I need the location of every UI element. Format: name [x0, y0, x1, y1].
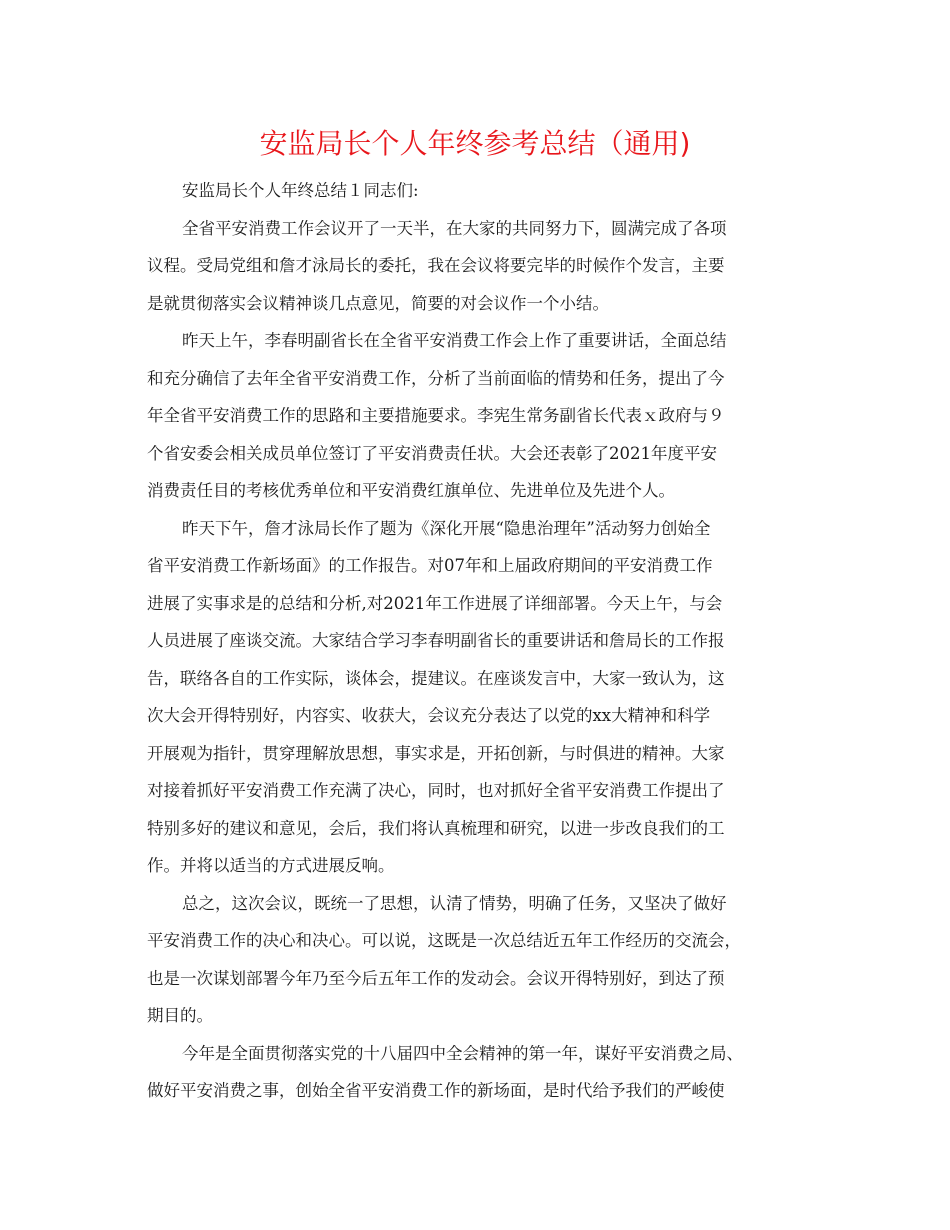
text-line: 平安消费工作的决心和决心。可以说，这既是一次总结近五年工作经历的交流会， — [147, 931, 741, 950]
text-line: 总之，这次会议，既统一了思想，认清了情势，明确了任务，又坚决了做好 — [182, 893, 727, 913]
text-line: 做好平安消费之事，创始全省平安消费工作的新场面，是时代给予我们的严峻使 — [147, 1081, 725, 1100]
text-line: 期目的。 — [147, 1006, 213, 1025]
text-line: 昨天下午，詹才泳局长作了题为《深化开展“隐患治理年”活动努力创始全 — [182, 518, 711, 538]
text-line: 是就贯彻落实会议精神谈几点意见，简要的对会议作一个小结。 — [147, 293, 609, 313]
text-line: 特别多好的建议和意见，会后，我们将认真梳理和研究，以进一步改良我们的工 — [147, 818, 725, 838]
document-body — [147, 172, 817, 1110]
text-line: 告，联络各自的工作实际，谈体会，提建议。在座谈发言中，大家一致认为，这 — [147, 668, 725, 688]
document-title: 安监局长个人年终参考总结（通用) — [259, 127, 691, 160]
text-line: 对接着抓好平安消费工作充满了决心，同时，也对抓好全省平安消费工作提出了 — [147, 781, 725, 800]
text-line: 进展了实事求是的总结和分析,对2021年工作进展了详细部署。今天上午，与会 — [147, 593, 723, 613]
text-line: 开展观为指针，贯穿理解放思想，事实求是，开拓创新，与时俱进的精神。大家 — [147, 743, 725, 763]
text-line: 和充分确信了去年全省平安消费工作，分析了当前面临的情势和任务，提出了今 — [147, 368, 725, 388]
text-line: 也是一次谋划部署今年乃至今后五年工作的发动会。会议开得特别好，到达了预 — [147, 968, 725, 988]
text-line: 安监局长个人年终总结１同志们: — [182, 181, 419, 200]
text-line: 今年是全面贯彻落实党的十八届四中全会精神的第一年，谋好平安消费之局、 — [182, 1043, 743, 1063]
text-line: 议程。受局党组和詹才泳局长的委托，我在会议将要完毕的时候作个发言，主要 — [147, 256, 725, 275]
text-line: 人员进展了座谈交流。大家结合学习李春明副省长的重要讲话和詹局长的工作报 — [147, 631, 725, 650]
text-line: 个省安委会相关成员单位签订了平安消费责任状。大会还表彰了2021年度平安 — [147, 443, 717, 463]
text-line: 年全省平安消费工作的思路和主要措施要求。李宪生常务副省长代表ｘ政府与９ — [147, 406, 725, 425]
text-line: 次大会开得特别好，内容实、收获大，会议充分表达了以党的xx大精神和科学 — [147, 706, 711, 725]
text-line: 全省平安消费工作会议开了一天半，在大家的共同努力下，圆满完成了各项 — [182, 218, 727, 238]
text-line: 省平安消费工作新场面》的工作报告。对07年和上届政府期间的平安消费工作 — [147, 556, 713, 575]
text-line: 昨天上午，李春明副省长在全省平安消费工作会上作了重要讲话，全面总结 — [182, 331, 727, 350]
text-line: 消费责任目的考核优秀单位和平安消费红旗单位、先进单位及先进个人。 — [147, 481, 675, 500]
text-line: 作。并将以适当的方式进展反响。 — [147, 856, 395, 875]
